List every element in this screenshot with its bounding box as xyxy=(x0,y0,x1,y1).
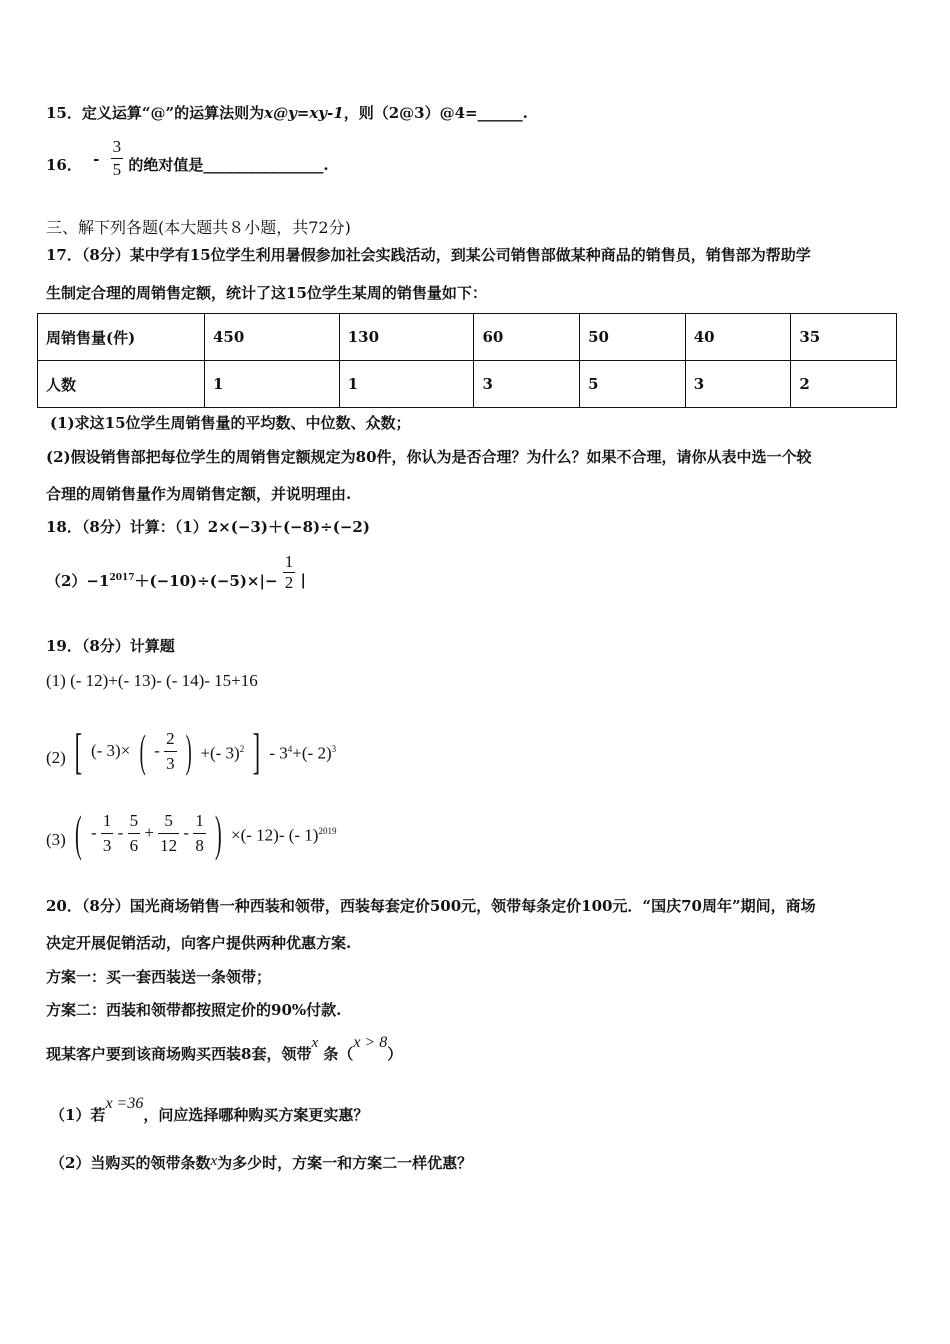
question-20-plan1: 方案一：买一套西装送一条领带； xyxy=(46,968,272,986)
question-19-p3-fraction-2 xyxy=(128,809,141,858)
question-20-p1-condition: x =36 xyxy=(105,1095,144,1112)
question-19-p3-fraction-4 xyxy=(193,809,206,858)
question-20-cust-a: 现某客户要到该商场购买西装8套，领带 xyxy=(46,1045,312,1063)
question-18-part2 xyxy=(46,552,306,593)
question-17-part2-line1: (2)假设销售部把每位学生的周销售定额规定为80件，你认为是否合理？为什么？如果不合理，请你从表中选一个较 xyxy=(46,448,812,466)
question-19-p3-tail: ×(- 12)- (- 1) xyxy=(231,825,319,845)
question-18-frac-num: 1 xyxy=(284,552,294,571)
table-cell: 5 xyxy=(580,361,686,408)
question-20-cust-c: ） xyxy=(387,1045,403,1063)
question-19-p3-fraction-1 xyxy=(101,809,114,858)
question-16-frac-num: 3 xyxy=(112,137,122,156)
table-cell: 1 xyxy=(339,361,474,408)
question-19-p2-num: 2 xyxy=(166,728,175,748)
question-19-p2-sup3: 3 xyxy=(331,743,337,754)
question-18-p2-a: （2）−1 xyxy=(46,572,110,590)
question-20-condition: x > 8 xyxy=(353,1034,388,1051)
question-18-p2-c: | xyxy=(300,570,306,589)
sales-table xyxy=(37,313,897,408)
frac-den: 12 xyxy=(158,833,179,858)
left-paren-icon: ( xyxy=(139,725,146,776)
table-cell: 40 xyxy=(685,314,791,361)
table-row xyxy=(38,361,897,408)
table-cell: 3 xyxy=(474,361,580,408)
table-cell: 2 xyxy=(791,361,897,408)
question-15-expression: x@y=xy-1 xyxy=(264,104,344,122)
frac-num: 5 xyxy=(129,810,139,830)
question-19-p2-a: (- 3)× xyxy=(90,741,131,760)
right-bracket-icon: ] xyxy=(253,723,261,779)
question-19-p3-sup: 2019 xyxy=(318,825,337,836)
table-cell: 3 xyxy=(685,361,791,408)
left-bracket-icon: [ xyxy=(74,723,83,779)
question-19-p3-m1: - xyxy=(90,823,97,842)
question-20-line1: 20．（8分）国光商场销售一种西装和领带，西装每套定价500元，领带每条定价100元．“国庆70周年”期间，商场 xyxy=(46,897,816,915)
question-15-number: 15． xyxy=(46,104,82,122)
question-19-p2-label: (2) xyxy=(46,748,66,767)
question-20-cust-b: 条（ xyxy=(323,1045,354,1063)
question-16-fraction xyxy=(111,136,124,181)
question-19-p2-den: 3 xyxy=(164,751,177,776)
question-19-p2-d: +(- 2) xyxy=(292,743,332,763)
table-cell: 450 xyxy=(205,314,340,361)
question-19-p3-m2: - xyxy=(117,823,124,842)
table-cell: 人数 xyxy=(38,361,205,408)
question-19-p2-fraction xyxy=(164,727,177,776)
question-17-part1: (1)求这15位学生周销售量的平均数、中位数、众数； xyxy=(50,414,411,432)
question-20-plan2: 方案二：西装和领带都按照定价的90%付款. xyxy=(46,1001,342,1019)
question-16 xyxy=(46,136,329,181)
question-20-part1 xyxy=(50,1095,369,1126)
table-cell: 周销售量(件) xyxy=(38,314,205,361)
frac-num: 1 xyxy=(195,810,204,830)
question-18-frac-den: 2 xyxy=(284,573,294,592)
question-19-part3 xyxy=(46,805,337,861)
question-20-line2: 决定开展促销活动，向客户提供两种优惠方案. xyxy=(46,934,352,952)
question-15-text-a: 定义运算“@”的运算法则为 xyxy=(81,104,265,122)
question-20-p1-a: （1）若 xyxy=(50,1106,106,1124)
question-19-p2-sup1: 2 xyxy=(239,743,245,754)
frac-den: 6 xyxy=(128,833,141,858)
section-3-heading: 三、解下列各题(本大题共８小题，共72分) xyxy=(46,218,351,237)
question-19-title: 19．（8分）计算题 xyxy=(46,637,175,655)
table-cell: 50 xyxy=(580,314,686,361)
frac-den: 3 xyxy=(101,833,114,858)
question-19-p3-plus: + xyxy=(144,823,154,842)
question-20-var-x: x xyxy=(311,1035,319,1051)
table-cell: 35 xyxy=(791,314,897,361)
question-19-p3-m3: - xyxy=(183,823,190,842)
question-20-p2-b: 为多少时，方案一和方案二一样优惠？ xyxy=(217,1154,473,1172)
question-18-p2-b: ＋(−10)÷(−5)×|− xyxy=(134,572,278,590)
question-20-p2-a: （2）当购买的领带条数 xyxy=(50,1154,211,1172)
question-17-part2-line2: 合理的周销售量作为周销售定额，并说明理由. xyxy=(46,485,352,503)
question-16-frac-den: 5 xyxy=(112,160,122,179)
question-20-p2-x: x xyxy=(210,1153,218,1169)
question-15 xyxy=(46,103,528,123)
table-cell: 1 xyxy=(205,361,340,408)
question-20-part2 xyxy=(50,1153,472,1174)
question-19-p2-sup2: 4 xyxy=(287,743,293,754)
question-19-p3-label: (3) xyxy=(46,830,66,849)
question-16-text: 的绝对值是________________. xyxy=(128,155,329,174)
question-20-p1-b: ，问应选择哪种购买方案更实惠？ xyxy=(143,1106,369,1124)
question-16-number: 16． xyxy=(46,155,82,174)
question-18-p2-sup: 2017 xyxy=(109,573,135,583)
question-19-p2-c: - 3 xyxy=(269,743,288,763)
table-cell: 60 xyxy=(474,314,580,361)
table-row xyxy=(38,314,897,361)
frac-num: 1 xyxy=(102,810,112,830)
question-16-sign: - xyxy=(93,149,100,168)
question-19-p2-minus: - xyxy=(154,741,160,760)
question-19-part2 xyxy=(46,723,337,779)
question-17-line1: 17．（8分）某中学有15位学生利用暑假参加社会实践活动，到某公司销售部做某种商品的销售员，销售部为帮助学 xyxy=(46,246,811,264)
question-18-line1: 18．（8分）计算：（1）2×(−3)＋(−8)÷(−2) xyxy=(46,518,370,536)
right-paren-icon: ) xyxy=(185,725,192,776)
table-cell: 130 xyxy=(339,314,474,361)
question-20-customer xyxy=(46,1034,403,1065)
right-paren-icon: ) xyxy=(215,805,222,861)
question-19-part1: (1) (- 12)+(- 13)- (- 14)- 15+16 xyxy=(46,671,258,690)
question-19-p3-fraction-3 xyxy=(158,809,179,858)
left-paren-icon: ( xyxy=(75,805,82,861)
question-15-text-b: ，则（2@3）@4=______. xyxy=(343,104,528,122)
frac-num: 5 xyxy=(164,810,173,830)
frac-den: 8 xyxy=(193,833,206,858)
question-19-p2-b: +(- 3) xyxy=(200,743,240,763)
question-17-line2: 生制定合理的周销售定额，统计了这15位学生某周的销售量如下： xyxy=(46,284,487,302)
question-18-fraction xyxy=(283,552,296,593)
